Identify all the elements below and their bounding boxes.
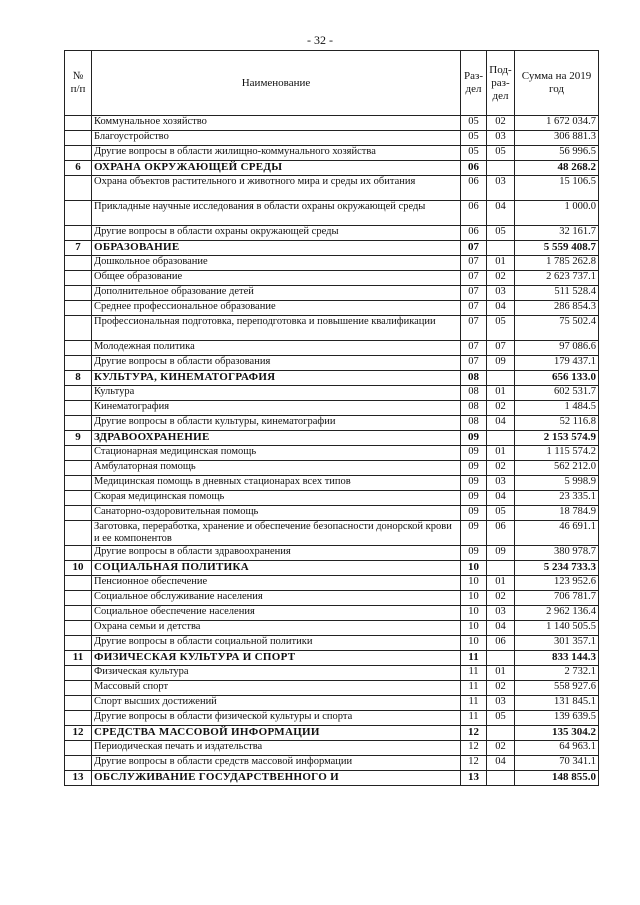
row-podrazdel: 01: [487, 256, 515, 271]
row-number: [65, 146, 92, 161]
row-number: 13: [65, 771, 92, 786]
row-name: Другие вопросы в области средств массовой информации: [92, 756, 461, 771]
table-row: [65, 226, 599, 241]
row-name: Амбулаторная помощь: [92, 461, 461, 476]
page-number: - 32 -: [307, 33, 333, 47]
row-name: ФИЗИЧЕСКАЯ КУЛЬТУРА И СПОРТ: [92, 651, 461, 666]
row-number: [65, 116, 92, 131]
row-razdel: 07: [461, 301, 487, 316]
table-row: [65, 286, 599, 301]
table-row: [65, 176, 599, 201]
row-razdel: 05: [461, 116, 487, 131]
row-podrazdel: [487, 771, 515, 786]
row-number: [65, 286, 92, 301]
row-razdel: 09: [461, 546, 487, 561]
table-row: [65, 681, 599, 696]
row-name: СОЦИАЛЬНАЯ ПОЛИТИКА: [92, 561, 461, 576]
row-number: 9: [65, 431, 92, 446]
row-name: Другие вопросы в области жилищно-коммунального хозяйства: [92, 146, 461, 161]
row-razdel: 09: [461, 491, 487, 506]
header-razdel: Раз- дел: [461, 51, 487, 116]
row-number: [65, 401, 92, 416]
row-razdel: 07: [461, 286, 487, 301]
row-name: Массовый спорт: [92, 681, 461, 696]
row-name: Периодическая печать и издательства: [92, 741, 461, 756]
row-razdel: 09: [461, 461, 487, 476]
table-row: [65, 576, 599, 591]
row-razdel: 08: [461, 416, 487, 431]
row-razdel: 07: [461, 356, 487, 371]
row-name: СРЕДСТВА МАССОВОЙ ИНФОРМАЦИИ: [92, 726, 461, 741]
table-row: [65, 256, 599, 271]
row-podrazdel: 04: [487, 416, 515, 431]
row-name: Общее образование: [92, 271, 461, 286]
row-razdel: 09: [461, 446, 487, 461]
row-sum: 97 086.6: [515, 341, 599, 356]
row-podrazdel: [487, 726, 515, 741]
row-sum: 5 998.9: [515, 476, 599, 491]
table-row: [65, 146, 599, 161]
section-row: [65, 771, 599, 786]
row-podrazdel: 01: [487, 446, 515, 461]
table-row: [65, 461, 599, 476]
section-row: [65, 371, 599, 386]
row-podrazdel: 05: [487, 146, 515, 161]
row-name: Благоустройство: [92, 131, 461, 146]
row-razdel: 10: [461, 576, 487, 591]
row-name: Заготовка, переработка, хранение и обеспечение безопасности донорской крови и ее компонентов: [92, 521, 461, 546]
row-number: [65, 606, 92, 621]
row-sum: 1 115 574.2: [515, 446, 599, 461]
row-sum: 1 000.0: [515, 201, 599, 226]
row-number: [65, 356, 92, 371]
row-number: [65, 506, 92, 521]
row-number: 10: [65, 561, 92, 576]
row-sum: 2 732.1: [515, 666, 599, 681]
section-row: [65, 161, 599, 176]
row-sum: 1 140 505.5: [515, 621, 599, 636]
row-sum: 179 437.1: [515, 356, 599, 371]
row-razdel: 10: [461, 621, 487, 636]
row-razdel: 05: [461, 131, 487, 146]
row-name: Профессиональная подготовка, переподготовка и повышение квалификации: [92, 316, 461, 341]
table-row: [65, 386, 599, 401]
row-sum: 301 357.1: [515, 636, 599, 651]
row-number: [65, 301, 92, 316]
row-name: ОБРАЗОВАНИЕ: [92, 241, 461, 256]
row-name: Другие вопросы в области социальной политики: [92, 636, 461, 651]
row-number: 12: [65, 726, 92, 741]
row-sum: 511 528.4: [515, 286, 599, 301]
table-row: [65, 546, 599, 561]
row-number: 6: [65, 161, 92, 176]
row-razdel: 10: [461, 606, 487, 621]
row-razdel: 11: [461, 696, 487, 711]
row-sum: 64 963.1: [515, 741, 599, 756]
table-row: [65, 696, 599, 711]
row-name: Социальное обслуживание населения: [92, 591, 461, 606]
row-razdel: 12: [461, 756, 487, 771]
row-number: [65, 521, 92, 546]
table-row: [65, 521, 599, 546]
row-razdel: 11: [461, 651, 487, 666]
row-number: [65, 341, 92, 356]
row-razdel: 07: [461, 256, 487, 271]
row-podrazdel: 05: [487, 316, 515, 341]
row-podrazdel: [487, 651, 515, 666]
row-sum: 706 781.7: [515, 591, 599, 606]
table-row: [65, 591, 599, 606]
row-podrazdel: 05: [487, 506, 515, 521]
row-name: Спорт высших достижений: [92, 696, 461, 711]
row-razdel: 07: [461, 341, 487, 356]
row-sum: 75 502.4: [515, 316, 599, 341]
row-razdel: 10: [461, 591, 487, 606]
row-sum: 148 855.0: [515, 771, 599, 786]
row-sum: 32 161.7: [515, 226, 599, 241]
row-name: ОХРАНА ОКРУЖАЮЩЕЙ СРЕДЫ: [92, 161, 461, 176]
table-row: [65, 401, 599, 416]
table-row: [65, 621, 599, 636]
row-number: [65, 696, 92, 711]
row-name: Медицинская помощь в дневных стационарах всех типов: [92, 476, 461, 491]
row-name: Скорая медицинская помощь: [92, 491, 461, 506]
table-row: [65, 201, 599, 226]
row-podrazdel: 07: [487, 341, 515, 356]
row-sum: 139 639.5: [515, 711, 599, 726]
row-name: Дополнительное образование детей: [92, 286, 461, 301]
row-name: Культура: [92, 386, 461, 401]
section-row: [65, 651, 599, 666]
row-number: [65, 621, 92, 636]
row-sum: 46 691.1: [515, 521, 599, 546]
row-name: Среднее профессиональное образование: [92, 301, 461, 316]
section-row: [65, 431, 599, 446]
row-sum: 656 133.0: [515, 371, 599, 386]
row-podrazdel: 03: [487, 606, 515, 621]
row-sum: 306 881.3: [515, 131, 599, 146]
row-razdel: 06: [461, 161, 487, 176]
table-row: [65, 341, 599, 356]
row-podrazdel: 02: [487, 461, 515, 476]
row-podrazdel: [487, 371, 515, 386]
table-row: [65, 301, 599, 316]
table-row: [65, 316, 599, 341]
row-name: Дошкольное образование: [92, 256, 461, 271]
row-podrazdel: 09: [487, 546, 515, 561]
row-podrazdel: 01: [487, 386, 515, 401]
table-row: [65, 116, 599, 131]
row-podrazdel: 04: [487, 201, 515, 226]
row-sum: 135 304.2: [515, 726, 599, 741]
row-podrazdel: 06: [487, 636, 515, 651]
row-name: Кинематография: [92, 401, 461, 416]
row-razdel: 11: [461, 666, 487, 681]
row-razdel: 09: [461, 521, 487, 546]
row-number: [65, 176, 92, 201]
row-podrazdel: 02: [487, 116, 515, 131]
row-sum: 286 854.3: [515, 301, 599, 316]
row-name: КУЛЬТУРА, КИНЕМАТОГРАФИЯ: [92, 371, 461, 386]
row-number: [65, 316, 92, 341]
header-num: № п/п: [65, 51, 92, 116]
table-row: [65, 271, 599, 286]
row-podrazdel: 09: [487, 356, 515, 371]
row-number: [65, 711, 92, 726]
row-podrazdel: 04: [487, 491, 515, 506]
header-sum: Сумма на 2019 год: [515, 51, 599, 116]
table-row: [65, 711, 599, 726]
row-number: [65, 591, 92, 606]
row-razdel: 09: [461, 506, 487, 521]
row-razdel: 06: [461, 201, 487, 226]
row-podrazdel: 01: [487, 576, 515, 591]
row-number: [65, 461, 92, 476]
row-sum: 380 978.7: [515, 546, 599, 561]
row-podrazdel: [487, 431, 515, 446]
table-row: [65, 131, 599, 146]
row-razdel: 07: [461, 316, 487, 341]
row-sum: 5 559 408.7: [515, 241, 599, 256]
row-podrazdel: 05: [487, 711, 515, 726]
table-row: [65, 416, 599, 431]
row-number: [65, 386, 92, 401]
header-name: Наименование: [92, 51, 461, 116]
row-name: Физическая культура: [92, 666, 461, 681]
row-sum: 602 531.7: [515, 386, 599, 401]
row-razdel: 06: [461, 176, 487, 201]
table-row: [65, 741, 599, 756]
row-name: Стационарная медицинская помощь: [92, 446, 461, 461]
row-podrazdel: 03: [487, 476, 515, 491]
row-sum: 56 996.5: [515, 146, 599, 161]
row-number: 8: [65, 371, 92, 386]
row-podrazdel: 02: [487, 741, 515, 756]
table-row: [65, 606, 599, 621]
row-name: ОБСЛУЖИВАНИЕ ГОСУДАРСТВЕННОГО И: [92, 771, 461, 786]
table-row: [65, 756, 599, 771]
row-podrazdel: 04: [487, 301, 515, 316]
row-podrazdel: [487, 161, 515, 176]
table-row: [65, 491, 599, 506]
row-podrazdel: 02: [487, 271, 515, 286]
row-number: [65, 491, 92, 506]
row-sum: 2 153 574.9: [515, 431, 599, 446]
row-razdel: 10: [461, 561, 487, 576]
row-sum: 123 952.6: [515, 576, 599, 591]
row-razdel: 10: [461, 636, 487, 651]
budget-table: [64, 50, 599, 786]
row-razdel: 13: [461, 771, 487, 786]
row-sum: 23 335.1: [515, 491, 599, 506]
row-sum: 52 116.8: [515, 416, 599, 431]
row-sum: 833 144.3: [515, 651, 599, 666]
row-sum: 1 484.5: [515, 401, 599, 416]
row-podrazdel: 06: [487, 521, 515, 546]
row-name: Охрана объектов растительного и животного мира и среды их обитания: [92, 176, 461, 201]
row-number: [65, 741, 92, 756]
row-name: Другие вопросы в области культуры, кинематографии: [92, 416, 461, 431]
row-name: Другие вопросы в области физической культуры и спорта: [92, 711, 461, 726]
row-number: [65, 201, 92, 226]
row-podrazdel: 04: [487, 756, 515, 771]
row-number: 11: [65, 651, 92, 666]
row-razdel: 09: [461, 476, 487, 491]
row-razdel: 08: [461, 386, 487, 401]
table-row: [65, 356, 599, 371]
row-sum: 2 623 737.1: [515, 271, 599, 286]
row-podrazdel: 03: [487, 696, 515, 711]
row-podrazdel: 02: [487, 681, 515, 696]
row-number: [65, 681, 92, 696]
table-body: [65, 116, 599, 786]
row-podrazdel: 03: [487, 131, 515, 146]
section-row: [65, 726, 599, 741]
row-sum: 18 784.9: [515, 506, 599, 521]
table-row: [65, 636, 599, 651]
row-razdel: 11: [461, 681, 487, 696]
row-sum: 1 672 034.7: [515, 116, 599, 131]
row-razdel: 05: [461, 146, 487, 161]
row-name: Другие вопросы в области охраны окружающей среды: [92, 226, 461, 241]
row-razdel: 08: [461, 401, 487, 416]
row-number: [65, 226, 92, 241]
row-sum: 2 962 136.4: [515, 606, 599, 621]
row-name: Другие вопросы в области образования: [92, 356, 461, 371]
row-sum: 15 106.5: [515, 176, 599, 201]
row-razdel: 12: [461, 741, 487, 756]
row-sum: 48 268.2: [515, 161, 599, 176]
row-name: Пенсионное обеспечение: [92, 576, 461, 591]
row-sum: 1 785 262.8: [515, 256, 599, 271]
row-podrazdel: 02: [487, 591, 515, 606]
header-podrazdel: Под- раз- дел: [487, 51, 515, 116]
row-number: [65, 576, 92, 591]
row-number: [65, 546, 92, 561]
row-razdel: 07: [461, 241, 487, 256]
table-row: [65, 476, 599, 491]
table-header-row: [65, 51, 599, 116]
section-row: [65, 241, 599, 256]
row-number: [65, 666, 92, 681]
table-row: [65, 666, 599, 681]
row-sum: 131 845.1: [515, 696, 599, 711]
table-row: [65, 446, 599, 461]
row-sum: 70 341.1: [515, 756, 599, 771]
row-name: Молодежная политика: [92, 341, 461, 356]
row-podrazdel: 03: [487, 176, 515, 201]
row-razdel: 09: [461, 431, 487, 446]
row-podrazdel: [487, 241, 515, 256]
row-razdel: 11: [461, 711, 487, 726]
row-sum: 558 927.6: [515, 681, 599, 696]
row-razdel: 06: [461, 226, 487, 241]
row-number: [65, 476, 92, 491]
row-name: Охрана семьи и детства: [92, 621, 461, 636]
row-number: [65, 636, 92, 651]
row-number: [65, 756, 92, 771]
row-razdel: 07: [461, 271, 487, 286]
row-name: Другие вопросы в области здравоохранения: [92, 546, 461, 561]
row-number: 7: [65, 241, 92, 256]
row-number: [65, 131, 92, 146]
row-name: Социальное обеспечение населения: [92, 606, 461, 621]
row-sum: 5 234 733.3: [515, 561, 599, 576]
row-name: Коммунальное хозяйство: [92, 116, 461, 131]
row-podrazdel: 01: [487, 666, 515, 681]
section-row: [65, 561, 599, 576]
row-number: [65, 446, 92, 461]
row-razdel: 08: [461, 371, 487, 386]
row-number: [65, 256, 92, 271]
row-podrazdel: 04: [487, 621, 515, 636]
row-name: Прикладные научные исследования в области охраны окружающей среды: [92, 201, 461, 226]
row-name: Санаторно-оздоровительная помощь: [92, 506, 461, 521]
row-podrazdel: 03: [487, 286, 515, 301]
row-podrazdel: 05: [487, 226, 515, 241]
row-podrazdel: [487, 561, 515, 576]
table-row: [65, 506, 599, 521]
row-podrazdel: 02: [487, 401, 515, 416]
row-number: [65, 416, 92, 431]
row-name: ЗДРАВООХРАНЕНИЕ: [92, 431, 461, 446]
row-number: [65, 271, 92, 286]
row-sum: 562 212.0: [515, 461, 599, 476]
row-razdel: 12: [461, 726, 487, 741]
